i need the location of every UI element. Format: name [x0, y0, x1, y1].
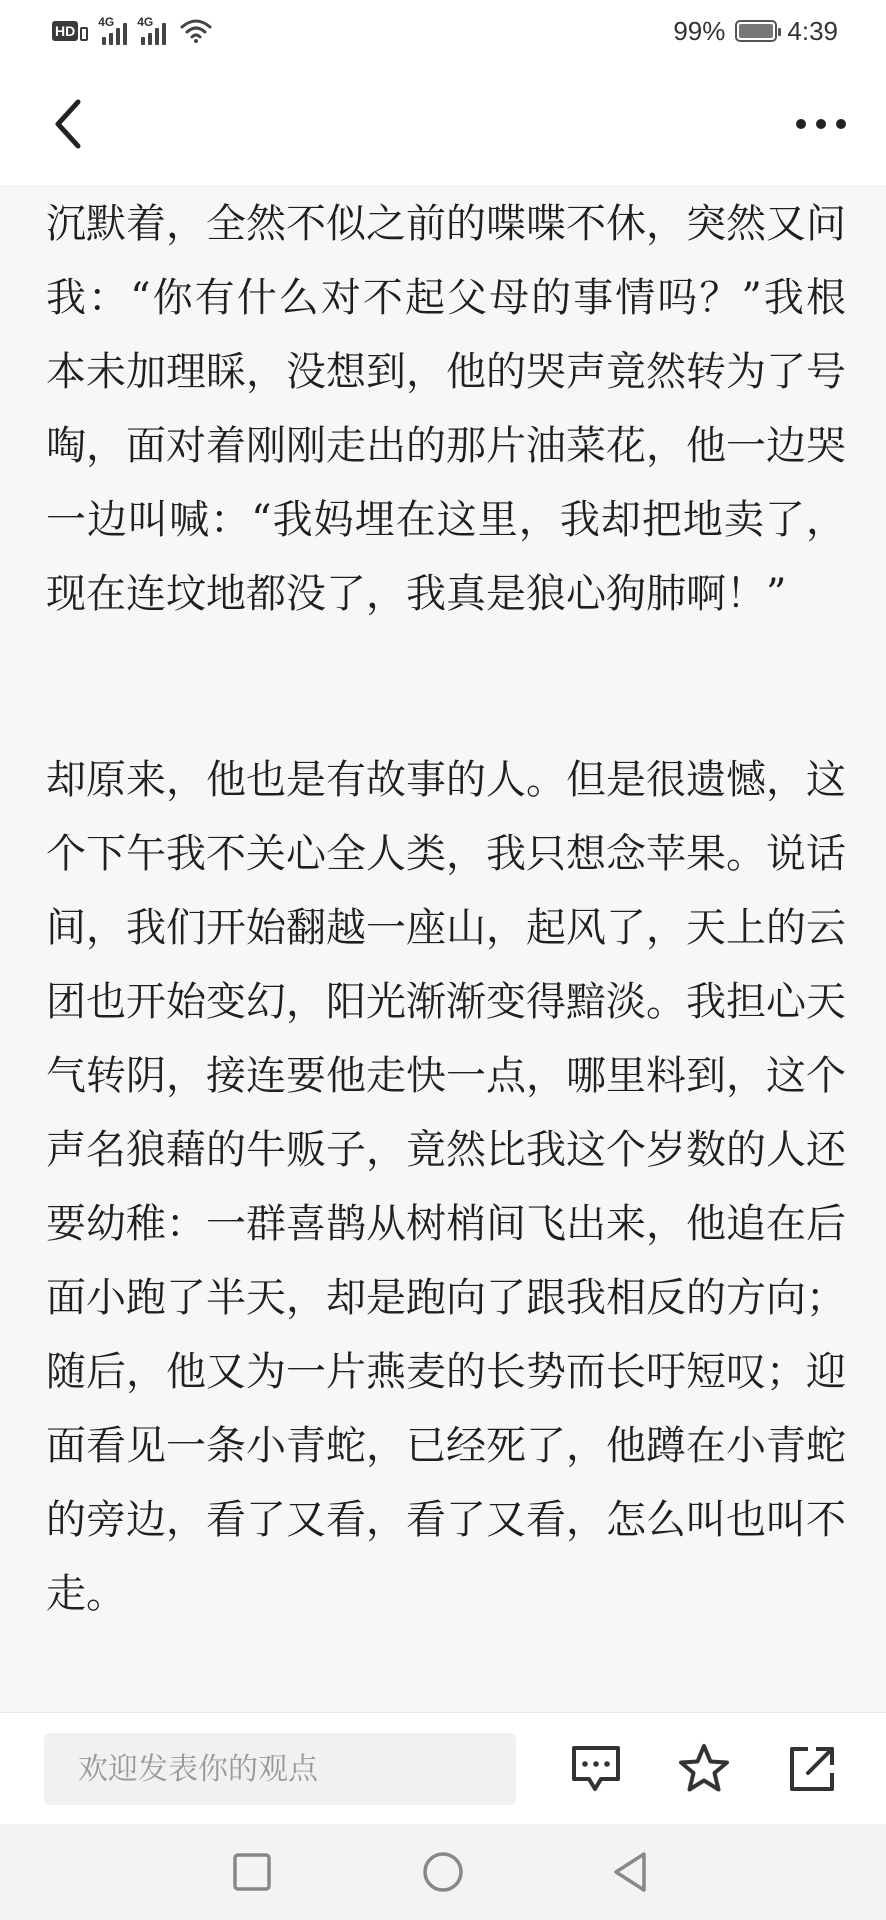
system-nav-bar — [0, 1824, 886, 1920]
network-type-label: 4G — [98, 15, 115, 29]
recent-apps-icon — [232, 1852, 272, 1892]
article-paragraph: 沉默着，全然不似之前的喋喋不休，突然又问我：“你有什么对不起父母的事情吗？”我根本未加理睬，没想到，他的哭声竟然转为了号啕，面对着刚刚走出的那片油菜花，他一边哭一边叫喊：“我妈埋在这里，我却把地卖了，现在连坟地都没了，我真是狼心狗肺啊！” — [46, 201, 846, 617]
comment-bar — [0, 1712, 886, 1825]
status-bar — [0, 0, 886, 62]
home-icon — [421, 1850, 465, 1894]
battery-icon — [735, 20, 777, 42]
recent-apps-button[interactable] — [222, 1842, 282, 1902]
wifi-icon — [180, 18, 212, 44]
status-left — [52, 14, 212, 48]
home-button[interactable] — [413, 1842, 473, 1902]
favorite-button[interactable] — [674, 1739, 734, 1799]
share-button[interactable] — [782, 1739, 842, 1799]
comments-button[interactable] — [566, 1739, 626, 1799]
back-button[interactable] — [38, 94, 98, 154]
comments-icon — [569, 1743, 623, 1795]
battery-percent: 99% — [673, 15, 726, 46]
article-content[interactable] — [0, 187, 886, 1712]
clock: 4:39 — [787, 15, 838, 46]
status-right — [673, 14, 838, 48]
back-icon — [610, 1850, 650, 1894]
article-paragraph: 却原来，他也是有故事的人。但是很遗憾，这个下午我不关心全人类，我只想念苹果。说话间，我们开始翻越一座山，起风了，天上的云团也开始变幻，阳光渐渐变得黯淡。我担心天气转阴，接连要他走快一点，哪里料到，这个声名狼藉的牛贩子，竟然比我这个岁数的人还要幼稚：一群喜鹊从树梢间飞出来，他追在后面小跑了半天，却是跑向了跟我相反的方向；随后，他又为一片燕麦的长势而长吁短叹；迎面看见一条小青蛇，已经死了，他蹲在小青蛇的旁边，看了又看，看了又看，怎么叫也叫不走。 — [46, 757, 846, 1617]
signal-icon — [137, 17, 166, 45]
more-options-button[interactable] — [786, 94, 856, 154]
network-type-label: 4G — [137, 15, 154, 29]
battery-level-fill — [739, 24, 773, 38]
signal-icon — [98, 17, 127, 45]
system-back-button[interactable] — [600, 1842, 660, 1902]
hd-icon: HD — [52, 21, 88, 41]
top-app-bar — [0, 62, 886, 187]
comment-input[interactable] — [44, 1733, 516, 1805]
chevron-left-icon — [50, 98, 86, 150]
star-icon — [676, 1742, 732, 1796]
more-horizontal-icon — [795, 117, 847, 131]
share-icon — [786, 1743, 838, 1795]
